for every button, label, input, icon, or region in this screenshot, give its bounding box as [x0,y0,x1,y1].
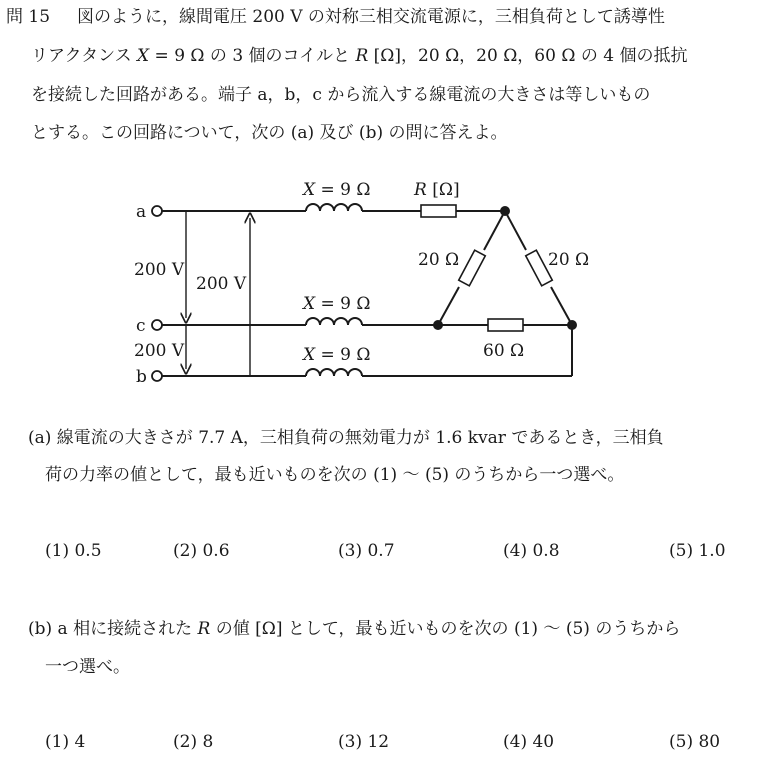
resistor-60-label: 60 Ω [483,341,525,361]
problem-line-3: を接続した回路がある。端子 a，b，c から流入する線電流の大きさは等しいもの [31,85,651,105]
question-a-option-5: (5) 1.0 [669,541,726,561]
problem-line-2-b: = 9 Ω の 3 個のコイルと [149,46,356,66]
coil-a [306,204,362,211]
resistor-60 [488,319,523,331]
question-a-option-3: (3) 0.7 [338,541,395,561]
question-b-option-2: (2) 8 [173,732,214,752]
problem-line-2-a: リアクタンス [31,46,138,66]
delta-right-1 [505,211,526,250]
question-a-option-1: (1) 0.5 [45,541,102,561]
terminal-b-circle [152,371,162,381]
coil-c [306,318,362,325]
question-b-line-1 [28,618,680,640]
question-b-option-5: (5) 80 [669,732,721,752]
voltage-ab-label: 200 V [196,274,247,294]
resistor-20-left [459,250,486,286]
delta-right-2 [551,287,572,325]
resistor-20-left-label: 20 Ω [418,250,460,270]
question-a-line-1: (a) 線電流の大きさが 7.7 A，三相負荷の無効電力が 1.6 kvar であるとき，三相負 [28,428,664,448]
resistor-R [421,205,456,217]
resistor-20-right-label: 20 Ω [548,250,590,270]
coil-b-label: X = 9 Ω [303,345,371,365]
problem-line-1: 図のように，線間電圧 200 V の対称三相交流電源に，三相負荷として誘導性 [77,7,665,27]
terminal-a-label: a [136,202,147,222]
question-b-line-1-a: (b) a 相に接続された [28,619,198,639]
question-b-line-1-b: の値 [Ω] として，最も近いものを次の (1) ～ (5) のうちから [210,619,681,639]
resistor-R-label: R [Ω] [414,180,460,200]
question-a-option-4: (4) 0.8 [503,541,560,561]
question-a-line-2: 荷の力率の値として，最も近いものを次の (1) ～ (5) のうちから一つ選べ。 [45,465,625,485]
problem-number: 問 15 [6,7,51,27]
node-left [433,320,443,330]
terminal-b-label: b [136,367,147,387]
question-b-option-1: (1) 4 [45,732,86,752]
voltage-cb-label: 200 V [134,341,185,361]
coil-c-label: X = 9 Ω [303,294,371,314]
coil-b [306,369,362,376]
question-b-option-3: (3) 12 [338,732,390,752]
question-b-var-R: R [197,619,211,639]
var-X: X [137,46,150,66]
problem-line-2-c: [Ω]，20 Ω，20 Ω，60 Ω の 4 個の抵抗 [368,46,688,66]
node-top [500,206,510,216]
terminal-a-circle [152,206,162,216]
coil-a-label: X = 9 Ω [303,180,371,200]
node-right [567,320,577,330]
question-b-option-4: (4) 40 [503,732,555,752]
terminal-c-label: c [136,316,146,336]
question-b-line-2: 一つ選べ。 [45,657,130,677]
delta-left-1 [484,211,505,250]
terminal-c-circle [152,320,162,330]
problem-line-4: とする。この回路について，次の (a) 及び (b) の問に答えよ。 [31,123,508,143]
delta-left-2 [438,287,459,325]
voltage-ac-label: 200 V [134,260,185,280]
question-a-option-2: (2) 0.6 [173,541,230,561]
var-R: R [355,46,369,66]
